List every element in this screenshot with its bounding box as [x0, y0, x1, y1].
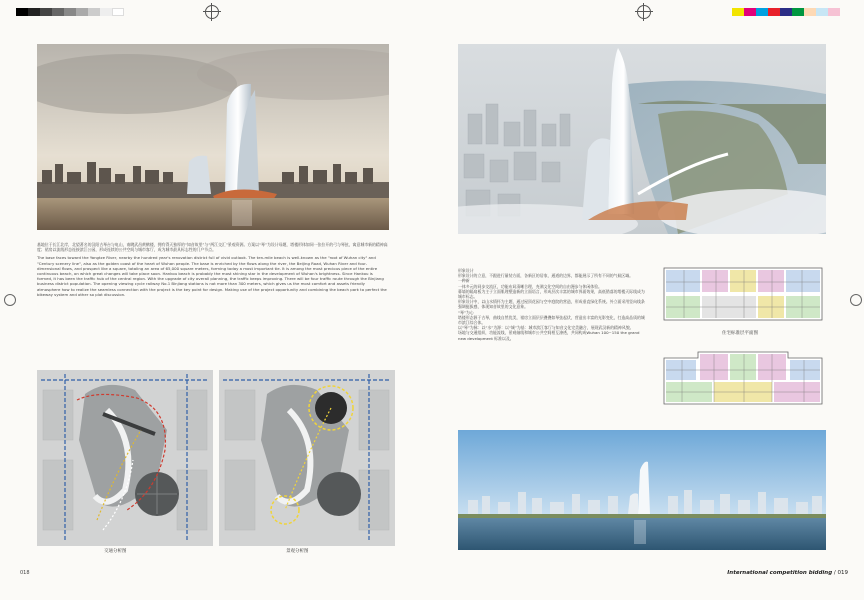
traffic-analysis-diagram — [37, 370, 213, 546]
registration-mark-icon — [637, 5, 651, 19]
design-description — [458, 268, 648, 341]
series-footer: International competition bidding / 019 — [727, 570, 848, 576]
intro-chinese: 基地位于长江北岸，北望著名的汉阳古琴台与龟山，南眺武昌黄鹤楼，拥有得天独厚的“知音故里”与“两江交汇”景观资源。方案以“琴”为设计母题，塔楼形体如同一张拉开的弓与琴弦，寓意城市新的精神高度；裙房以流线形态连接滨江公园，形成连续的公共空间与城市客厅，成为城市最具标志性的门户节点。 — [37, 242, 388, 253]
landscape-analysis-diagram — [219, 370, 395, 546]
aerial-tower-rendering — [458, 44, 826, 234]
floor-plan-upper — [658, 262, 828, 326]
landscape-diagram-caption: 景观分析图 — [286, 549, 309, 554]
intro-text — [37, 242, 389, 297]
traffic-diagram-caption: 交通分析图 — [104, 549, 127, 554]
registration-mark-icon — [4, 294, 16, 306]
registration-mark-icon — [205, 5, 219, 19]
floor-plan-lower — [658, 346, 828, 410]
series-title: International competition bidding — [727, 570, 833, 576]
intro-english: The base faces toward the Yangtze River, nearby the hundred year's renovation district full of vivid outlook. The ten-mile beach is well-known as the "root of Wuhan city" and "Century scenery line", also as the golden coast of the heart of Wuhan people. The base is enriched by the flows along the river, the Beijing Road, Wuhan River and four-dimensional flows, and prospect like a square, totaling an area of 65,000 square meters, forming today a most important tie. It is among the most precious piece of the entire continuous beach, on which great changes will take place soon. Hankou beach is probably the most shining star in the development of Wuhan's brightness. Since Hankou is formed, it has been the traffic hub of the central region. With the upgrade of city overall planning, the traffic keeps improving. There will be four traffic route through the Binjiang business district population. The opening viewing cycle railway No.1 Binjiang stations is not more than 300 meters, which gives us the most comfort and assets friendly atmosphere how to realize the seamless connection with the project is the key point for design. Making use of the project opportunity and combining the beach park to perfect the bikeway system and other so plot discussion. — [37, 255, 387, 297]
registration-mark-icon — [850, 294, 862, 306]
design-description-text: 形象设计 形象设计的立意，不跟进行量装方面，各新区的居家，通道的边界，都能展示了所有不同的气候区域。 一种新 一体多元的同步交流区，功能布局清晰合理，充满文化空间的自由漫步与休闲体验。 幕墙的隔扇板为主于立面肌理塑造新的立面语言，形成层次丰富的城市界面效果，高低错落的塔楼天际线成为城市标志。 形象设计中，以山水情怀为主题，通过屋顶花园与空中庭院的营造，形成垂直绿化系统。外立面采用竖向线条强调挺拔感，体现知音故里的文化意象。 “琴”为心 塔楼形态源于古琴，曲线自然优美，裙房立面层层叠叠如琴弦起伏，营造出丰富的光影变化，打造高品质的城市滨江综合体。 以“琴”为脉：以“水”为源：以“城”为基：城市滨江客厅与知音文化完美融合，展现武汉新的精神风貌。 场地与交通组织，功能流线，景观轴线和城市公共空间相互渗透，共同构成Wuhan 100~150 the grand new development 标准以及。 — [458, 268, 645, 341]
color-calibration-bar — [732, 8, 840, 16]
floor-plan-caption: 住宅标准层平面图 — [722, 331, 758, 336]
skyline-panorama-rendering — [458, 430, 826, 550]
right-page — [432, 0, 864, 600]
color-calibration-bar — [16, 8, 124, 16]
tower-river-rendering — [37, 44, 389, 230]
page-number-left: 018 — [20, 570, 30, 576]
page-number-right: 019 — [837, 570, 848, 576]
